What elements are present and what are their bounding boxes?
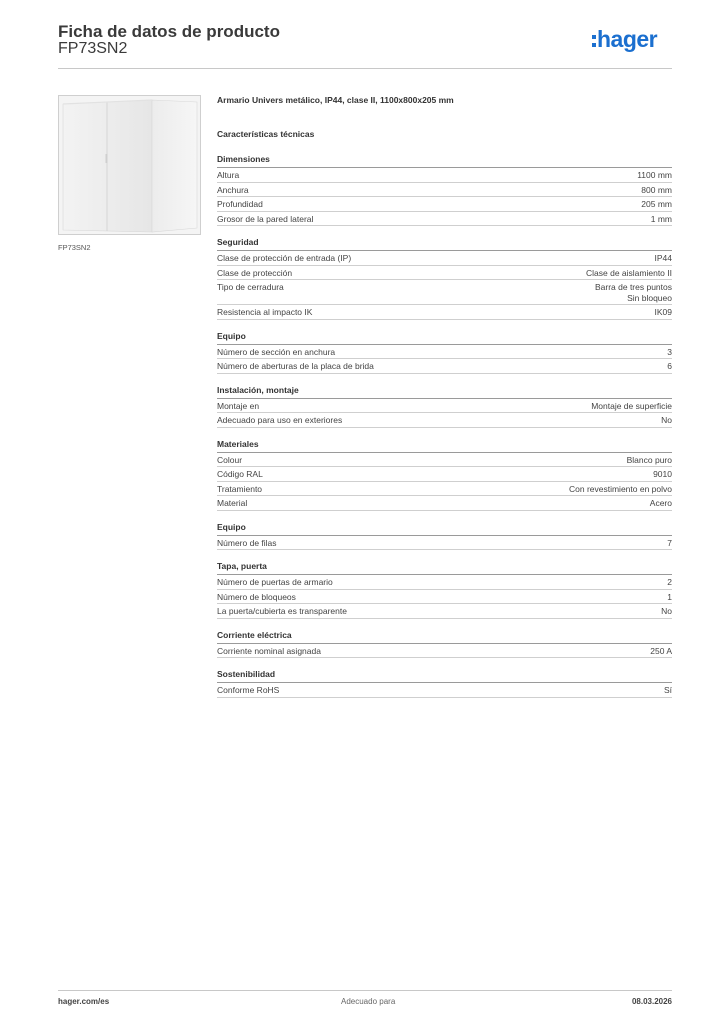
spec-value-line: 1100 mm: [637, 170, 672, 180]
spec-value: [650, 646, 672, 657]
spec-label: Adecuado para uso en exteriores: [217, 415, 343, 425]
spec-value-line: 6: [667, 361, 672, 371]
spec-value-line: Blanco puro: [626, 454, 672, 465]
section-title: Instalación, montaje: [217, 385, 672, 399]
spec-label: Código RAL: [217, 469, 263, 479]
spec-value: [641, 199, 672, 210]
product-image: [58, 95, 201, 235]
spec-label: Clase de protección: [217, 267, 293, 278]
spec-section: [217, 669, 672, 698]
section-title: Sostenibilidad: [217, 669, 672, 683]
spec-value: [650, 498, 672, 509]
spec-value-line: No: [661, 606, 672, 616]
section-title: Corriente eléctrica: [217, 630, 672, 644]
spec-label: La puerta/cubierta es transparente: [217, 606, 347, 616]
spec-value: [661, 606, 672, 617]
spec-label: Número de puertas de armario: [217, 577, 333, 587]
spec-row: [217, 359, 672, 374]
spec-value-line: Sí: [663, 685, 672, 695]
spec-value-line: 9010: [653, 469, 672, 479]
spec-row: [217, 280, 672, 305]
spec-label: Conforme RoHS: [217, 685, 280, 695]
spec-row: [217, 644, 672, 659]
footer-date: 08.03.2026: [631, 997, 672, 1006]
spec-value: [641, 185, 672, 196]
spec-value: [586, 268, 672, 279]
spec-value: [627, 455, 672, 466]
spec-row: [217, 575, 672, 590]
footer-website: hager.com/es: [58, 997, 110, 1006]
spec-value-line: No: [661, 415, 672, 425]
spec-row: [217, 604, 672, 619]
spec-label: Montaje en: [217, 400, 260, 411]
spec-label: Tratamiento: [217, 483, 263, 494]
spec-value-line: Sin bloqueo: [627, 292, 672, 303]
section-title: Dimensiones: [217, 154, 672, 168]
spec-value: [653, 469, 672, 480]
spec-row: [217, 345, 672, 360]
spec-label: Material: [217, 498, 248, 508]
spec-section: [217, 439, 672, 511]
spec-row: [217, 590, 672, 605]
spec-value: [569, 484, 672, 495]
spec-value-line: Acero: [649, 498, 672, 508]
spec-row: [217, 683, 672, 698]
spec-label: Profundidad: [217, 199, 263, 209]
spec-row: [217, 197, 672, 212]
section-title: Seguridad: [217, 237, 672, 251]
header-divider: [58, 68, 672, 69]
spec-value-line: Clase de aislamiento II: [586, 267, 672, 278]
image-caption: FP73SN2: [58, 243, 91, 252]
product-description: Armario Univers metálico, IP44, clase II, 1100x800x205 mm: [217, 95, 454, 105]
product-details: [217, 95, 672, 709]
spec-value: [655, 253, 673, 264]
spec-section: [217, 237, 672, 320]
spec-label: Número de bloqueos: [217, 591, 296, 602]
spec-value-line: 7: [667, 537, 672, 548]
spec-section: [217, 522, 672, 551]
spec-label: Altura: [217, 170, 240, 180]
spec-label: Corriente nominal asignada: [217, 645, 321, 656]
hager-logo: [592, 27, 657, 59]
spec-value: [637, 170, 672, 181]
spec-row: [217, 305, 672, 320]
spec-value-line: 1 mm: [650, 213, 672, 224]
spec-value: [664, 685, 672, 696]
spec-value-line: IP44: [654, 253, 672, 263]
spec-value-line: Barra de tres puntos: [594, 282, 672, 292]
spec-value-line: 3: [667, 346, 672, 357]
footer-center-text: Adecuado para: [341, 997, 396, 1006]
spec-section: [217, 331, 672, 374]
footer-divider: [58, 990, 672, 991]
section-title: Equipo: [217, 522, 672, 536]
spec-row: [217, 168, 672, 183]
spec-section: [217, 385, 672, 428]
spec-row: [217, 453, 672, 468]
spec-label: Resistencia al impacto IK: [217, 307, 313, 317]
spec-value-line: 2: [667, 577, 672, 587]
spec-section: [217, 154, 672, 226]
spec-value: [667, 347, 672, 358]
page-title: Ficha de datos de producto: [58, 22, 280, 41]
spec-label: Colour: [217, 454, 243, 465]
technical-features-title: Características técnicas: [217, 129, 315, 139]
spec-value: [661, 415, 672, 426]
spec-row: [217, 482, 672, 497]
spec-value-line: Montaje de superficie: [591, 400, 672, 411]
logo-text: hager: [597, 26, 658, 52]
spec-label: Número de filas: [217, 537, 277, 548]
spec-row: [217, 399, 672, 414]
spec-label: Número de aberturas de la placa de brida: [217, 361, 374, 371]
spec-value: [655, 307, 673, 318]
spec-row: [217, 467, 672, 482]
section-title: Tapa, puerta: [217, 561, 672, 575]
section-title: Equipo: [217, 331, 672, 345]
spec-label: Tipo de cerradura: [217, 282, 284, 292]
spec-sections: [217, 154, 672, 698]
spec-value-line: 205 mm: [641, 199, 672, 209]
spec-value: [667, 538, 672, 549]
spec-value: [595, 282, 672, 303]
spec-value-line: 250 A: [650, 645, 672, 656]
spec-label: Clase de protección de entrada (IP): [217, 253, 352, 263]
spec-value: [667, 577, 672, 588]
spec-row: [217, 413, 672, 428]
spec-value-line: 800 mm: [641, 184, 672, 195]
spec-row: [217, 536, 672, 551]
spec-value-line: IK09: [654, 307, 672, 317]
spec-row: [217, 496, 672, 511]
section-title: Materiales: [217, 439, 672, 453]
spec-label: Anchura: [217, 184, 249, 195]
spec-row: [217, 251, 672, 266]
spec-value: [591, 401, 672, 412]
spec-row: [217, 266, 672, 281]
spec-value-line: 1: [667, 591, 672, 602]
spec-row: [217, 183, 672, 198]
logo-dots-icon: [592, 35, 596, 47]
spec-label: Grosor de la pared lateral: [217, 213, 314, 224]
spec-value: [651, 214, 672, 225]
spec-section: [217, 561, 672, 619]
spec-section: [217, 630, 672, 659]
spec-label: Número de sección en anchura: [217, 346, 336, 357]
metal-cabinet-image: [59, 96, 200, 234]
spec-value: [667, 361, 672, 372]
product-code: FP73SN2: [58, 40, 128, 57]
spec-value-line: Con revestimiento en polvo: [568, 483, 672, 494]
spec-row: [217, 212, 672, 227]
spec-value: [667, 592, 672, 603]
